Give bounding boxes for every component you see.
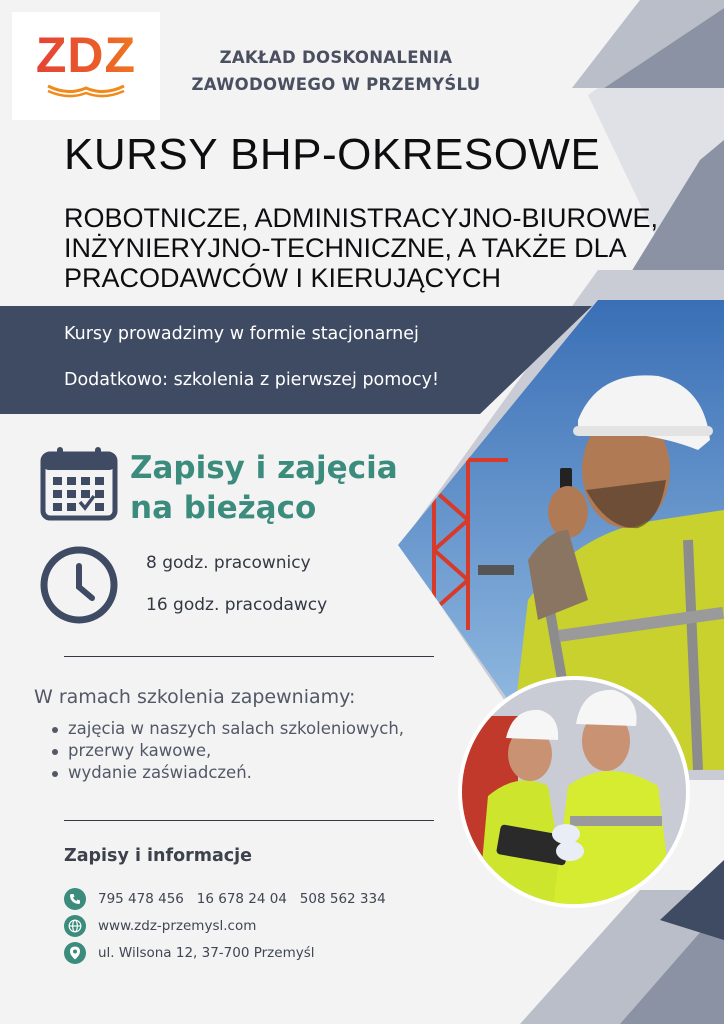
- phone-icon: [64, 888, 86, 910]
- org-line-2: ZAWODOWEGO W PRZEMYŚLU: [191, 75, 481, 94]
- phone-numbers[interactable]: 795 478 456 16 678 24 04 508 562 334: [98, 891, 386, 907]
- banner-line-2: Dodatkowo: szkolenia z pierwszej pomocy!: [64, 370, 440, 390]
- contact-website[interactable]: [64, 915, 256, 937]
- hours-employers: 16 godz. pracodawcy: [146, 595, 328, 615]
- website-link[interactable]: www.zdz-przemysl.com: [98, 918, 257, 934]
- globe-icon: [64, 915, 86, 937]
- organization-name: [166, 44, 506, 98]
- provide-list: [50, 718, 404, 784]
- course-types: [64, 203, 724, 293]
- page-title: KURSY BHP-OKRESOWE: [64, 130, 601, 179]
- contact-heading: Zapisy i informacje: [64, 846, 253, 866]
- org-line-1: ZAKŁAD DOSKONALENIA: [219, 48, 453, 67]
- logo: [12, 12, 160, 120]
- banner-line-1: Kursy prowadzimy w formie stacjonarnej: [64, 324, 419, 344]
- calendar-icon: [40, 446, 118, 522]
- list-item: przerwy kawowe,: [50, 740, 404, 762]
- contact-phones[interactable]: [64, 888, 386, 910]
- list-item: zajęcia w naszych salach szkoleniowych,: [50, 718, 404, 740]
- course-types-line-3: PRACODAWCÓW I KIERUJĄCYCH: [64, 263, 502, 293]
- info-banner: [0, 306, 600, 414]
- registration-line-1: Zapisy i zajęcia: [130, 450, 398, 486]
- address-text: ul. Wilsona 12, 37-700 Przemyśl: [98, 945, 315, 961]
- location-pin-icon: [64, 942, 86, 964]
- registration-line-2: na bieżąco: [130, 490, 317, 526]
- divider: [64, 656, 434, 657]
- book-icon: [46, 82, 126, 98]
- logo-text: ZDZ: [12, 30, 160, 80]
- hours-workers: 8 godz. pracownicy: [146, 553, 311, 573]
- course-types-line-1: ROBOTNICZE, ADMINISTRACYJNO-BIUROWE,: [64, 203, 659, 233]
- clock-icon: [40, 546, 118, 624]
- course-types-line-2: INŻYNIERYJNO-TECHNICZNE, A TAKŻE DLA: [64, 233, 627, 263]
- list-item: wydanie zaświadczeń.: [50, 762, 404, 784]
- provide-heading: W ramach szkolenia zapewniamy:: [34, 686, 356, 708]
- contact-address: [64, 942, 315, 964]
- divider: [64, 820, 434, 821]
- registration-heading: [130, 448, 398, 528]
- team-photo: [458, 676, 690, 908]
